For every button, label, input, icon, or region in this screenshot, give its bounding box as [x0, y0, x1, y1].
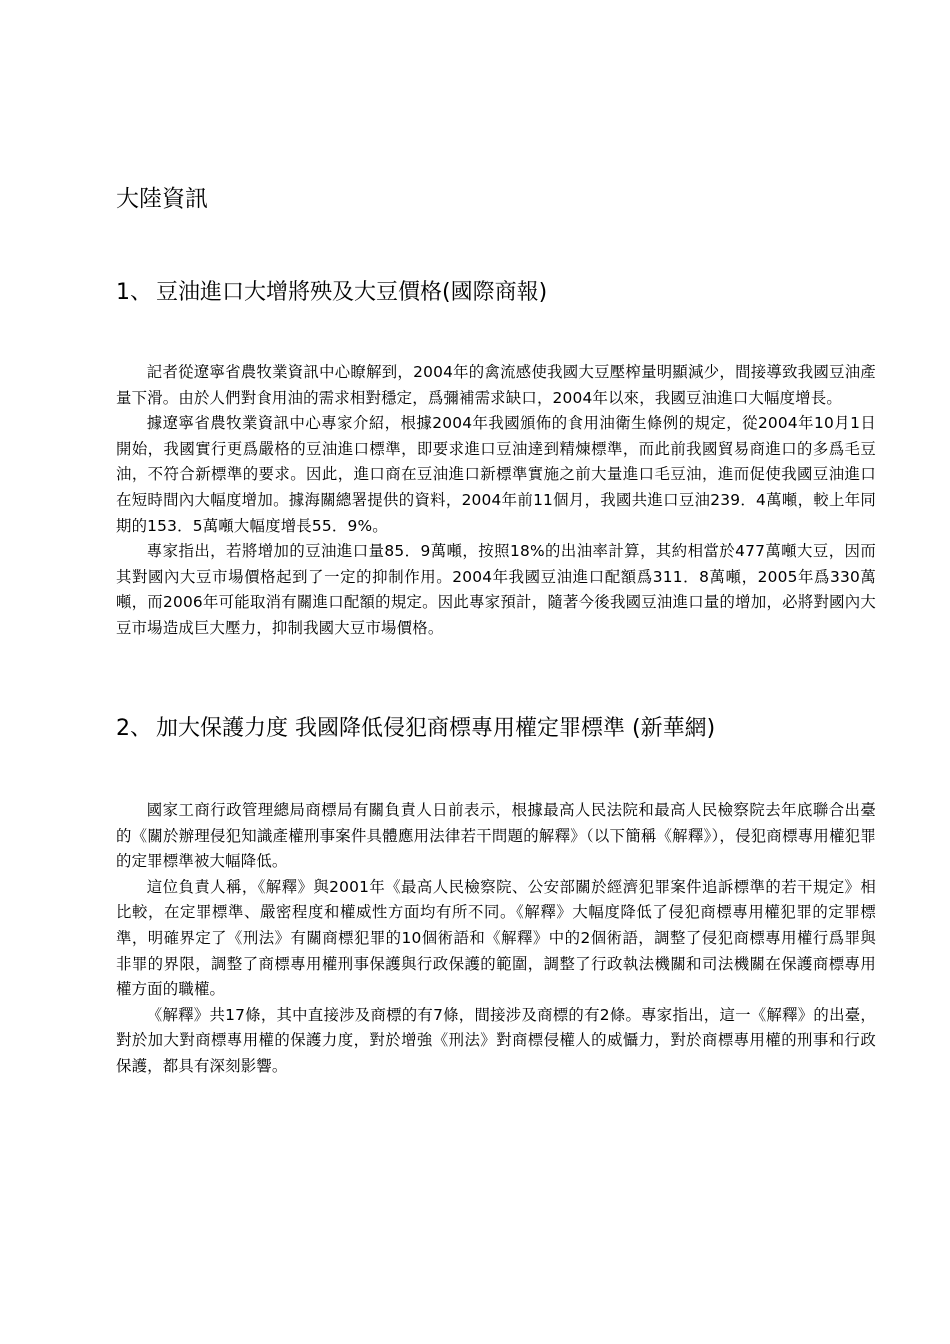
- article-2-paragraph-1: 國家工商行政管理總局商標局有關負責人日前表示，根據最高人民法院和最高人民檢察院去年底聯合出臺的《關於辦理侵犯知識產權刑事案件具體應用法律若干問題的解釋》（以下簡稱《解釋》），侵犯商標專用權犯罪的定罪標準被大幅降低。: [116, 801, 876, 871]
- article-1-paragraph-1: 記者從遼寧省農牧業資訊中心瞭解到，2004年的禽流感使我國大豆壓榨量明顯減少，間接導致我國豆油產量下滑。由於人們對食用油的需求相對穩定，爲彌補需求缺口，2004年以來，我國豆油進口大幅度增長。: [116, 363, 876, 407]
- article-2-title: 加大保護力度 我國降低侵犯商標專用權定罪標準 (新華網): [156, 716, 716, 741]
- article-1-body: [116, 360, 876, 642]
- article-1-paragraph-3: 專家指出，若將增加的豆油進口量85．9萬噸，按照18%的出油率計算，其約相當於477萬噸大豆，因而其對國內大豆市場價格起到了一定的抑制作用。2004年我國豆油進口配額爲311．8萬噸，2005年爲330萬噸，而2006年可能取消有關進口配額的規定。因此專家預計，隨著今後我國豆油進口量的增加，必將對國內大豆市場造成巨大壓力，抑制我國大豆市場價格。: [116, 542, 876, 637]
- article-1-paragraph-2: 據遼寧省農牧業資訊中心專家介紹，根據2004年我國頒佈的食用油衛生條例的規定，從2004年10月1日開始，我國實行更爲嚴格的豆油進口標準，即要求進口豆油達到精煉標準，而此前我國貿易商進口的多爲毛豆油，不符合新標準的要求。因此，進口商在豆油進口新標準實施之前大量進口毛豆油，進而促使我國豆油進口在短時間內大幅度增加。據海關總署提供的資料，2004年前11個月，我國共進口豆油239．4萬噸，較上年同期的153．5萬噸大幅度增長55．9%。: [116, 414, 876, 535]
- article-1-heading: [116, 278, 547, 308]
- section-title: 大陸資訊: [116, 186, 208, 212]
- article-2-number: 2、: [116, 716, 152, 741]
- article-2-paragraph-2: 這位負責人稱，《解釋》與2001年《最高人民檢察院、公安部關於經濟犯罪案件追訴標準的若干規定》相比較，在定罪標準、嚴密程度和權威性方面均有所不同。《解釋》大幅度降低了侵犯商標專用權犯罪的定罪標準，明確界定了《刑法》有關商標犯罪的10個術語和《解釋》中的2個術語，調整了侵犯商標專用權行爲罪與非罪的界限，調整了商標專用權刑事保護與行政保護的範圍，調整了行政執法機關和司法機關在保護商標專用權方面的職權。: [116, 877, 876, 999]
- article-2-heading: [116, 714, 715, 744]
- article-2-body: [116, 798, 876, 1080]
- article-1-title: 豆油進口大增將殃及大豆價格(國際商報): [156, 280, 548, 305]
- article-1-number: 1、: [116, 280, 152, 305]
- article-2-paragraph-3: 《解釋》共17條，其中直接涉及商標的有7條，間接涉及商標的有2條。專家指出，這一《解釋》的出臺，對於加大對商標專用權的保護力度，對於增強《刑法》對商標侵權人的威懾力，對於商標專用權的刑事和行政保護，都具有深刻影響。: [116, 1005, 876, 1075]
